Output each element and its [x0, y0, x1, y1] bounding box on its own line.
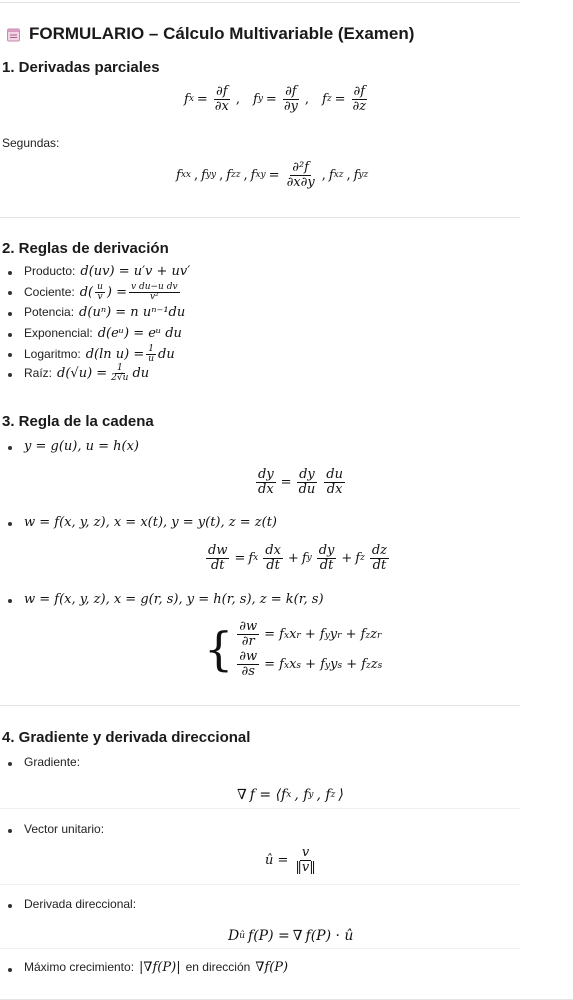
directional-derivative-formula: D û f(P) = ∇ f(P) · û: [228, 928, 354, 944]
second-partials-formula: f xx , f yy , f zz , f xy = $\frac{\text{∂²f}}{\partial x\partial y}$ , f xz , f yz: [176, 160, 369, 190]
segundas-label: Segundas:: [2, 136, 60, 150]
section-4-heading: 4. Gradiente y derivada direccional: [2, 729, 251, 746]
section-1-heading: 1. Derivadas parciales: [2, 59, 160, 76]
derivada-direccional-label: Derivada direccional:: [24, 897, 137, 911]
unit-vector-formula: û = $\frac{v}{‖v‖}$: [265, 845, 316, 875]
rule-raiz: Raíz: d(√u) = $\frac{1}{2√u}$ du: [24, 363, 150, 384]
section-3-heading: 3. Regla de la cadena: [2, 413, 154, 430]
chain-case-1: y = g(u), u = h(x): [24, 439, 139, 454]
page-title: FORMULARIO – Cálculo Multivariable (Examen): [29, 24, 415, 43]
gradiente-label: Gradiente:: [24, 755, 81, 769]
chain-case-3: w = f(x, y, z), x = g(r, s), y = h(r, s), z = k(r, s): [24, 592, 324, 607]
chain-system: { $\frac{\partial w}{\partial r}$ = fxxr + fyyr + fzzr $\frac{\partial w}{\partial s}$ = fxxs + fyys + fzzs: [204, 619, 383, 679]
rule-potencia: Potencia: d(uⁿ) = n uⁿ⁻¹du: [24, 305, 186, 320]
chain-case-2: w = f(x, y, z), x = x(t), y = y(t), z = z(t): [24, 515, 277, 530]
chain-formula-2: $\frac{dw}{dt}$ = f x $\frac{dx}{dt}$ + f y $\frac{dy}{dt}$ + f z $\frac{dz}{dt}$: [208, 543, 388, 573]
max-growth-item: Máximo crecimiento: |∇f(P)| en dirección ∇f(P): [24, 960, 289, 975]
chain-formula-1: $\frac{dy}{dx}$ = $\frac{dy}{du}$ $\frac{du}{dx}$: [258, 467, 343, 497]
vector-unitario-label: Vector unitario:: [24, 822, 105, 836]
title-row: [6, 24, 414, 44]
rule-producto: Producto: d(uv) = u′v + uv′: [24, 264, 191, 279]
rule-logaritmo: Logaritmo: d(ln u) = $\frac{1}{u}$ du: [24, 344, 175, 365]
notepad-icon: [6, 27, 21, 42]
gradient-formula: ∇ f = ⟨f x , f y , f z ⟩: [237, 787, 344, 803]
section-2-heading: 2. Reglas de derivación: [2, 240, 169, 257]
rule-cociente: Cociente: d( $\frac{u}{v}$ ) = $\frac{\text{v du−u dv}}{\text{v²}}$: [24, 282, 178, 303]
first-partials-formula: f x = $\frac{\partial f}{\partial x}$ , f y = $\frac{\partial f}{\partial y}$ , f z = $\frac{\partial f}{\partial z}$: [184, 84, 367, 114]
rule-exponencial: Exponencial: d(eᵘ) = eᵘ du: [24, 326, 182, 341]
